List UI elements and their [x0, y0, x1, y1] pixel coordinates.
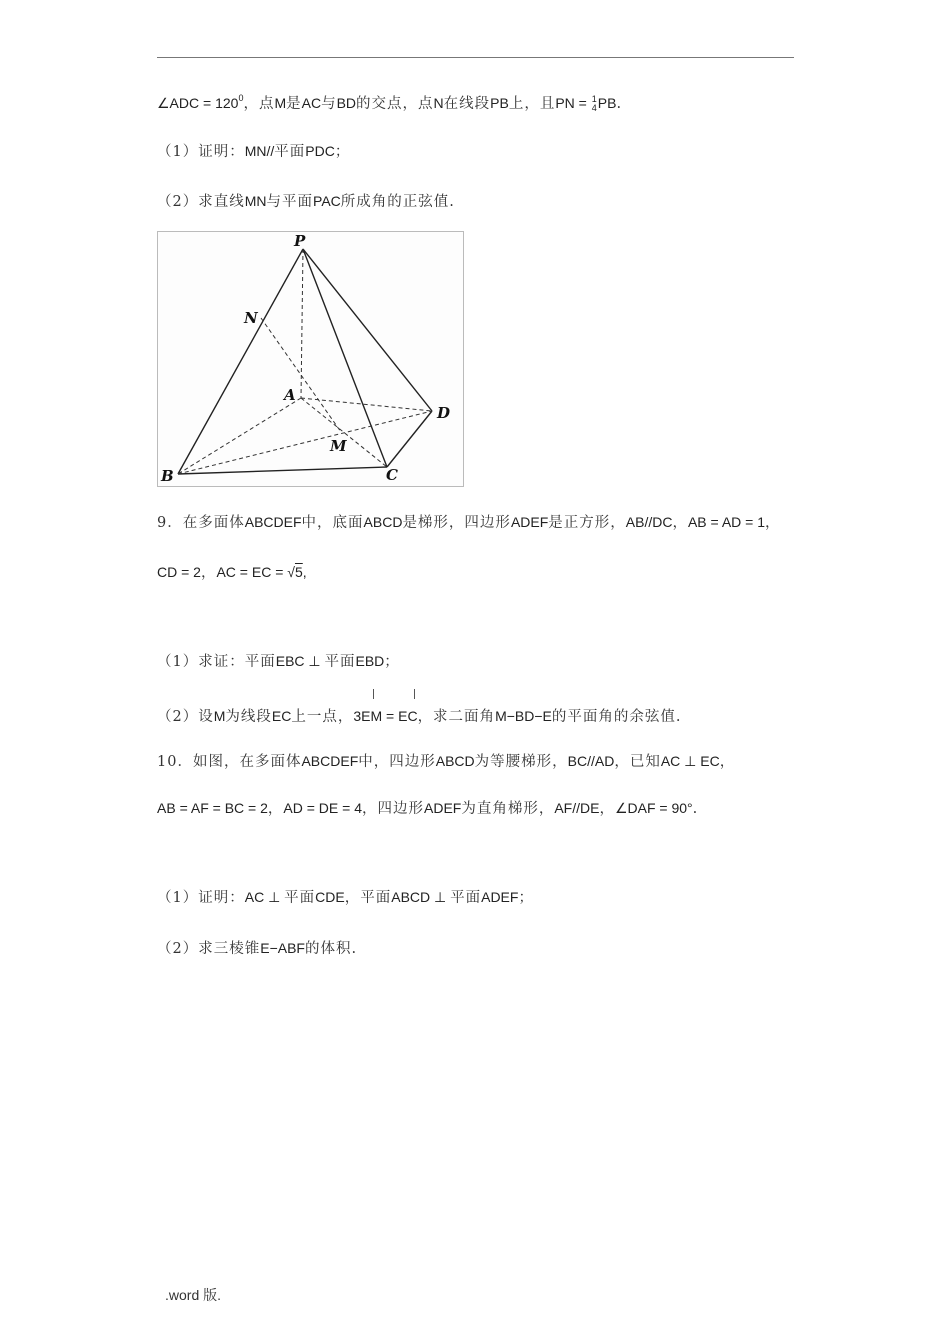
edge-BD: [178, 411, 432, 474]
vector-mark-EC: [414, 689, 415, 699]
edge-PB: [178, 249, 303, 474]
q8-part1: （1）证明：MN//平面PDC；: [157, 143, 351, 160]
label-C: C: [386, 466, 398, 484]
q9-stem-line1: 9．在多面体ABCDEF中，底面ABCD是梯形，四边形ADEF是正方形，AB//DC，AB = AD = 1，: [157, 514, 781, 531]
q8-part2: （2）求直线MN与平面PAC所成角的正弦值.: [157, 193, 455, 210]
label-A: A: [284, 386, 296, 404]
label-B: B: [161, 467, 174, 485]
edge-PC: [303, 249, 387, 467]
q10-part2: （2）求三棱锥E−ABF的体积.: [157, 940, 358, 957]
edge-BC: [178, 467, 387, 474]
label-P: P: [294, 232, 306, 250]
q10-part1: （1）证明：AC ⊥ 平面CDE，平面ABCD ⊥ 平面ADEF；: [157, 889, 534, 906]
label-M: M: [330, 437, 347, 455]
q8-given-line: ∠ADC = $120^0$，点M是AC与BD的交点，点N在线段PB上，且PN = 1 4PB.: [157, 93, 623, 113]
q9-part2: （2）设M为线段EC上一点，3EM = EC，求二面角M−BD−E的平面角的余弦值.: [157, 708, 682, 725]
sqrt-symbol: √: [287, 564, 295, 580]
vector-mark-EM: [373, 689, 374, 699]
pyramid-figure: [157, 231, 464, 487]
q9-part1: （1）求证：平面EBC ⊥ 平面EBD；: [157, 653, 400, 670]
fraction: 1 4: [591, 94, 597, 113]
q10-stem-line1: 10．如图，在多面体ABCDEF中，四边形ABCD为等腰梯形，BC//AD，已知AC ⊥ EC，: [157, 753, 736, 770]
edge-PD: [303, 249, 432, 411]
edge-CD: [387, 411, 432, 467]
edge-AD: [301, 398, 432, 411]
q9-stem-line2: CD = 2，AC = EC = √5,: [157, 564, 307, 581]
header-rule: [157, 57, 794, 58]
pyramid-diagram: [158, 232, 463, 486]
page-footer: .word 版.: [165, 1287, 222, 1303]
label-D: D: [437, 404, 451, 422]
edge-AB: [178, 398, 301, 474]
label-N: N: [244, 309, 258, 327]
q10-stem-line2: AB = AF = BC = 2，AD = DE = 4，四边形ADEF为直角梯形，AF//DE，∠DAF = 90°.: [157, 800, 699, 817]
